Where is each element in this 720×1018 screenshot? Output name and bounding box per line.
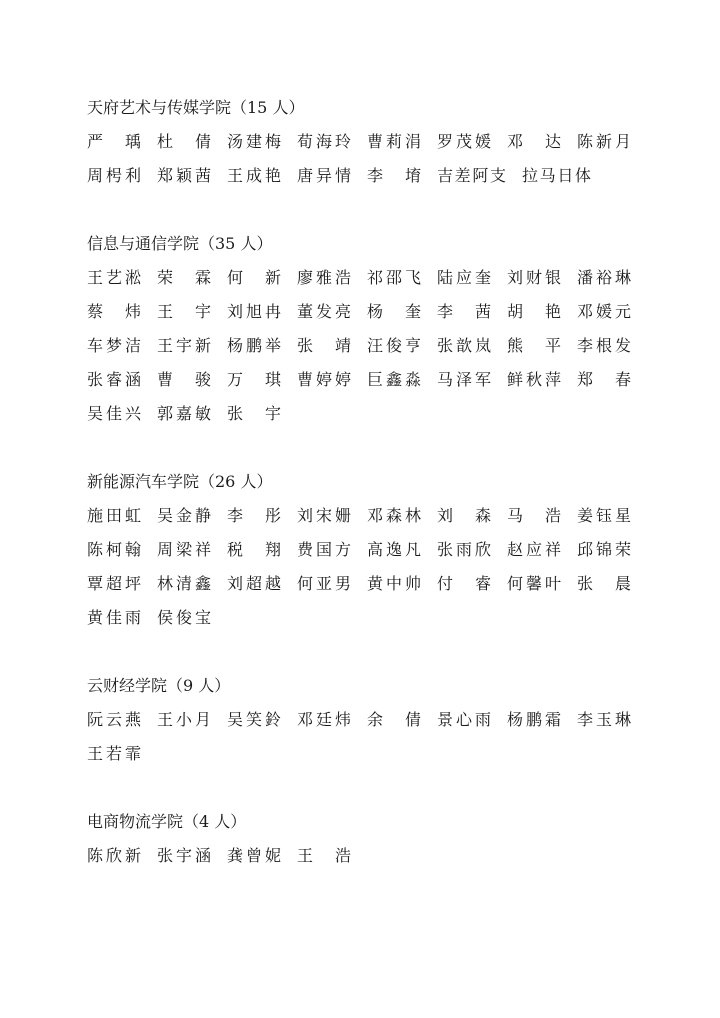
- student-name: 张 宇: [227, 404, 281, 423]
- student-name: 刘 森: [437, 506, 491, 525]
- name-row: [87, 329, 647, 363]
- student-name: 周梁祥: [157, 540, 211, 559]
- student-name: 杨鹏举: [227, 336, 281, 355]
- student-name: 熊 平: [507, 336, 561, 355]
- student-name: 吴金静: [157, 506, 211, 525]
- student-name: 张宇涵: [157, 846, 211, 865]
- student-name: 王艺淞: [87, 268, 141, 287]
- student-name: 张歆岚: [437, 336, 491, 355]
- section-tianfu-arts: [87, 91, 647, 193]
- student-name: 蔡 炜: [87, 302, 141, 321]
- student-name: 严 瑀: [87, 132, 141, 151]
- student-name: 李 彤: [227, 506, 281, 525]
- student-name: 付 睿: [437, 574, 491, 593]
- name-row: [87, 499, 647, 533]
- name-row: [87, 125, 647, 159]
- student-name: 何亚男: [297, 574, 351, 593]
- student-name: 陈新月: [577, 132, 631, 151]
- section-title: 云财经学院（9 人）: [87, 676, 231, 695]
- section-cloud-finance: [87, 669, 647, 771]
- name-row: [87, 261, 647, 295]
- student-name: 郭嘉敏: [157, 404, 211, 423]
- student-name: 王 浩: [297, 846, 351, 865]
- student-name: 李 堉: [367, 166, 421, 185]
- student-name: 曹 骏: [157, 370, 211, 389]
- student-name: 黄中帅: [367, 574, 421, 593]
- student-name: 祁邵飞: [367, 268, 421, 287]
- student-name: 李根发: [577, 336, 631, 355]
- student-name: 唐异情: [297, 166, 351, 185]
- student-name: 张雨欣: [437, 540, 491, 559]
- student-name: 胡 艳: [507, 302, 561, 321]
- section-title: 信息与通信学院（35 人）: [87, 234, 273, 253]
- student-name: 陈柯翰: [87, 540, 141, 559]
- student-name: 何 新: [227, 268, 281, 287]
- student-name: 汤建梅: [227, 132, 281, 151]
- student-name: 余 倩: [367, 710, 421, 729]
- student-name: 邓廷炜: [297, 710, 351, 729]
- student-name: 林清鑫: [157, 574, 211, 593]
- student-name: 王若霏: [87, 744, 141, 763]
- student-name: 邓媛元: [577, 302, 631, 321]
- student-name: 刘旭冉: [227, 302, 281, 321]
- student-name: 王 宇: [157, 302, 211, 321]
- name-row: [87, 601, 647, 635]
- section-info-comm: [87, 227, 647, 431]
- student-name: 张 靖: [297, 336, 351, 355]
- name-row: [87, 363, 647, 397]
- student-name: 施田虹: [87, 506, 141, 525]
- name-row: [87, 295, 647, 329]
- name-row: [87, 159, 647, 193]
- student-name: 姜钰星: [577, 506, 631, 525]
- student-name: 汪俊亨: [367, 336, 421, 355]
- student-name: 吴笑鈴: [227, 710, 281, 729]
- student-name: 王宇新: [157, 336, 211, 355]
- name-row: [87, 737, 647, 771]
- section-title: 新能源汽车学院（26 人）: [87, 472, 273, 491]
- name-row: [87, 533, 647, 567]
- student-name: 张 晨: [577, 574, 631, 593]
- student-name: 覃超坪: [87, 574, 141, 593]
- student-name: 李 茜: [437, 302, 491, 321]
- student-name: 邱锦荣: [577, 540, 631, 559]
- student-name: 龚曾妮: [227, 846, 281, 865]
- student-name: 王小月: [157, 710, 211, 729]
- section-title: 天府艺术与传媒学院（15 人）: [87, 98, 305, 117]
- student-name: 刘财银: [507, 268, 561, 287]
- student-name: 税 翔: [227, 540, 281, 559]
- student-name: 杨 奎: [367, 302, 421, 321]
- student-name: 万 琪: [227, 370, 281, 389]
- student-name: 何馨叶: [507, 574, 561, 593]
- student-name: 景心雨: [437, 710, 491, 729]
- student-name: 吴佳兴: [87, 404, 141, 423]
- student-name: 邓森林: [367, 506, 421, 525]
- student-name: 费国方: [297, 540, 351, 559]
- name-row: [87, 567, 647, 601]
- section-new-energy-auto: [87, 465, 647, 635]
- student-name: 鲜秋萍: [507, 370, 561, 389]
- student-name: 马 浩: [507, 506, 561, 525]
- student-name: 杨鹏霜: [507, 710, 561, 729]
- student-name: 曹莉涓: [367, 132, 421, 151]
- student-name: 马泽军: [437, 370, 491, 389]
- student-name: 车梦洁: [87, 336, 141, 355]
- student-name: 王成艳: [227, 166, 281, 185]
- name-row: [87, 839, 647, 873]
- student-name: 拉马日体: [522, 166, 591, 185]
- student-name: 杜 倩: [157, 132, 211, 151]
- student-name: 荣 霖: [157, 268, 211, 287]
- student-name: 李玉琳: [577, 710, 631, 729]
- student-name: 刘宋姗: [297, 506, 351, 525]
- section-title: 电商物流学院（4 人）: [87, 812, 247, 831]
- name-row: [87, 703, 647, 737]
- student-name: 巨鑫淼: [367, 370, 421, 389]
- name-row: [87, 397, 647, 431]
- student-name: 周枵利: [87, 166, 141, 185]
- section-ecommerce-logistics: [87, 805, 647, 873]
- student-name: 潘裕琳: [577, 268, 631, 287]
- student-name: 赵应祥: [507, 540, 561, 559]
- document-page: [87, 91, 647, 907]
- student-name: 高逸凡: [367, 540, 421, 559]
- student-name: 吉差阿支: [437, 166, 506, 185]
- student-name: 张睿涵: [87, 370, 141, 389]
- student-name: 董发亮: [297, 302, 351, 321]
- student-name: 曹婷婷: [297, 370, 351, 389]
- student-name: 陈欣新: [87, 846, 141, 865]
- student-name: 阮云燕: [87, 710, 141, 729]
- student-name: 黄佳雨: [87, 608, 141, 627]
- student-name: 廖雅浩: [297, 268, 351, 287]
- student-name: 郑颖茜: [157, 166, 211, 185]
- student-name: 罗茂媛: [437, 132, 491, 151]
- student-name: 郑 春: [577, 370, 631, 389]
- student-name: 邓 达: [507, 132, 561, 151]
- student-name: 侯俊宝: [157, 608, 211, 627]
- student-name: 荀海玲: [297, 132, 351, 151]
- student-name: 刘超越: [227, 574, 281, 593]
- student-name: 陆应奎: [437, 268, 491, 287]
